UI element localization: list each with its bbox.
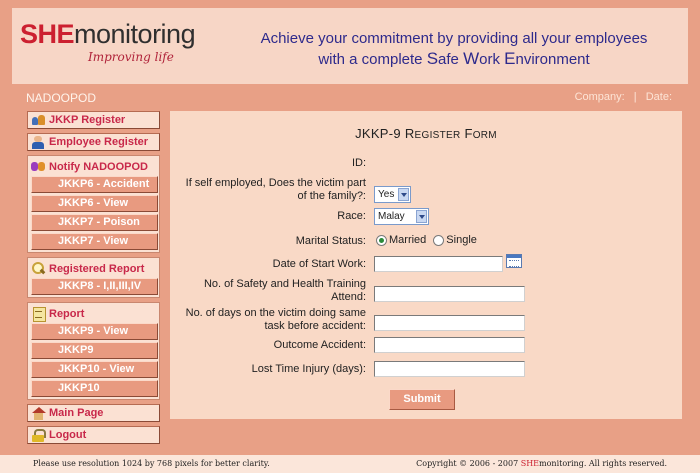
nav-jkkp6-accident[interactable]: JKKP6 - Accident [31,176,158,193]
notify-people-icon [31,160,46,173]
days-same-task-input[interactable] [374,315,525,331]
lost-time-input[interactable] [374,361,525,377]
nav-registered-report-header[interactable] [28,259,159,278]
header-tagline [230,29,678,70]
home-icon [31,407,46,420]
nav-notify-header[interactable] [28,157,159,176]
shemonitoring-logo [20,20,195,64]
marital-status-label: Marital Status: [295,235,366,247]
bar-separator: | [633,91,637,103]
training-label-line-2: Attend: [331,291,366,303]
nav-jkkp9-view[interactable]: JKKP9 - View [31,323,158,340]
tagline-line-1: Achieve your commitment by providing all your employees [260,30,648,47]
logo-she-text: SHE [20,19,75,49]
outcome-accident-input[interactable] [374,337,525,353]
form-title-f: F [460,126,473,141]
tagline-ork: ork [479,51,505,68]
nav-employee-register-label: Employee Register [49,136,149,148]
nav-jkkp7-poison[interactable]: JKKP7 - Poison [31,214,158,231]
nav-employee-register[interactable] [27,133,160,151]
logo-monitoring-text: monitoring [74,19,196,49]
footer [0,455,700,473]
training-label [204,278,366,304]
copyright-post: monitoring. All rights reserved. [539,459,667,468]
self-employed-label-line-2: of the family?: [297,190,366,202]
marital-single-label: Single [446,234,477,246]
days-same-task-label-line-1: No. of days on the victim doing same [185,307,366,319]
nav-jkkp7-view[interactable]: JKKP7 - View [31,233,158,250]
header-banner [12,8,688,84]
days-same-task-label [186,307,366,333]
info-bar [18,88,682,110]
nav-group-report [27,302,160,400]
people-icon [31,114,46,127]
calendar-icon[interactable] [506,254,522,268]
chevron-down-icon [398,188,409,201]
organization-name: NADOOPOD [26,91,97,105]
nav-jkkp-register[interactable] [27,111,160,129]
nav-jkkp-register-label: JKKP Register [49,114,126,126]
id-label: ID: [351,157,366,169]
training-label-line-1: No. of Safety and Health Training [203,278,366,290]
resolution-note: Please use resolution 1024 by 768 pixels for better clarity. [33,459,270,468]
tagline-line-2-pre: with a complete [318,51,427,68]
self-employed-select[interactable] [374,186,411,203]
tagline-e: E [504,49,516,68]
tagline-line-2 [230,49,678,70]
nav-report-header[interactable] [28,304,159,323]
submit-button[interactable]: Submit [389,389,455,410]
sidebar-nav [27,111,160,448]
nav-logout-label: Logout [49,429,87,441]
magnifier-icon [31,262,46,275]
nav-jkkp9[interactable]: JKKP9 [31,342,158,359]
nav-report-label: Report [49,307,85,320]
logo-tagline: Improving life [88,50,174,64]
self-employed-select-value: Yes [378,189,395,200]
race-select[interactable] [374,208,429,225]
race-select-value: Malay [378,211,405,222]
form-title-orm: ORM [472,130,497,141]
tagline-nv: nvironment [515,51,590,68]
nav-group-notify [27,155,160,253]
copyright-pre: Copyright © 2006 - 2007 [416,459,521,468]
nav-registered-report-label: Registered Report [49,262,145,275]
lost-time-label: Lost Time Injury (days): [251,363,366,375]
date-label: Date: [645,91,672,103]
nav-group-registered-report [27,257,160,298]
form-title-egister: EGISTER [414,130,461,141]
outcome-accident-label: Outcome Accident: [273,339,366,351]
marital-married-radio[interactable] [376,235,387,246]
tagline-afe: afe [438,51,464,68]
form-title-main: JKKP-9 R [355,126,415,141]
copyright-she: SHE [520,459,540,468]
nav-jkkp8[interactable]: JKKP8 - I,II,III,IV [31,278,158,295]
company-label: Company: [574,91,625,103]
nav-main-page-label: Main Page [49,407,104,419]
training-count-input[interactable] [374,286,525,302]
form-title [170,126,682,141]
nav-jkkp10-view[interactable]: JKKP10 - View [31,361,158,378]
marital-status-radio-group [376,234,477,246]
chevron-down-icon [416,210,427,223]
lock-icon [31,429,46,442]
copyright-notice [416,459,667,468]
self-employed-label-line-1: If self employed, Does the victim part [185,177,366,189]
report-icon [31,307,46,320]
employee-icon [31,136,46,149]
marital-single-radio[interactable] [433,235,444,246]
race-label: Race: [337,210,366,222]
marital-married-label: Married [389,234,427,246]
tagline-w: W [463,49,480,68]
nav-jkkp10[interactable]: JKKP10 [31,380,158,397]
nav-jkkp6-view[interactable]: JKKP6 - View [31,195,158,212]
nav-notify-label: Notify NADOOPOD [49,160,148,173]
register-form-panel [170,111,682,419]
nav-main-page[interactable] [27,404,160,422]
start-work-date-input[interactable] [374,256,503,272]
tagline-s: S [426,49,439,68]
days-same-task-label-line-2: task before accident: [264,320,366,332]
start-work-label: Date of Start Work: [272,258,366,270]
company-date-info [569,91,672,103]
nav-logout[interactable] [27,426,160,444]
self-employed-label [186,177,366,203]
